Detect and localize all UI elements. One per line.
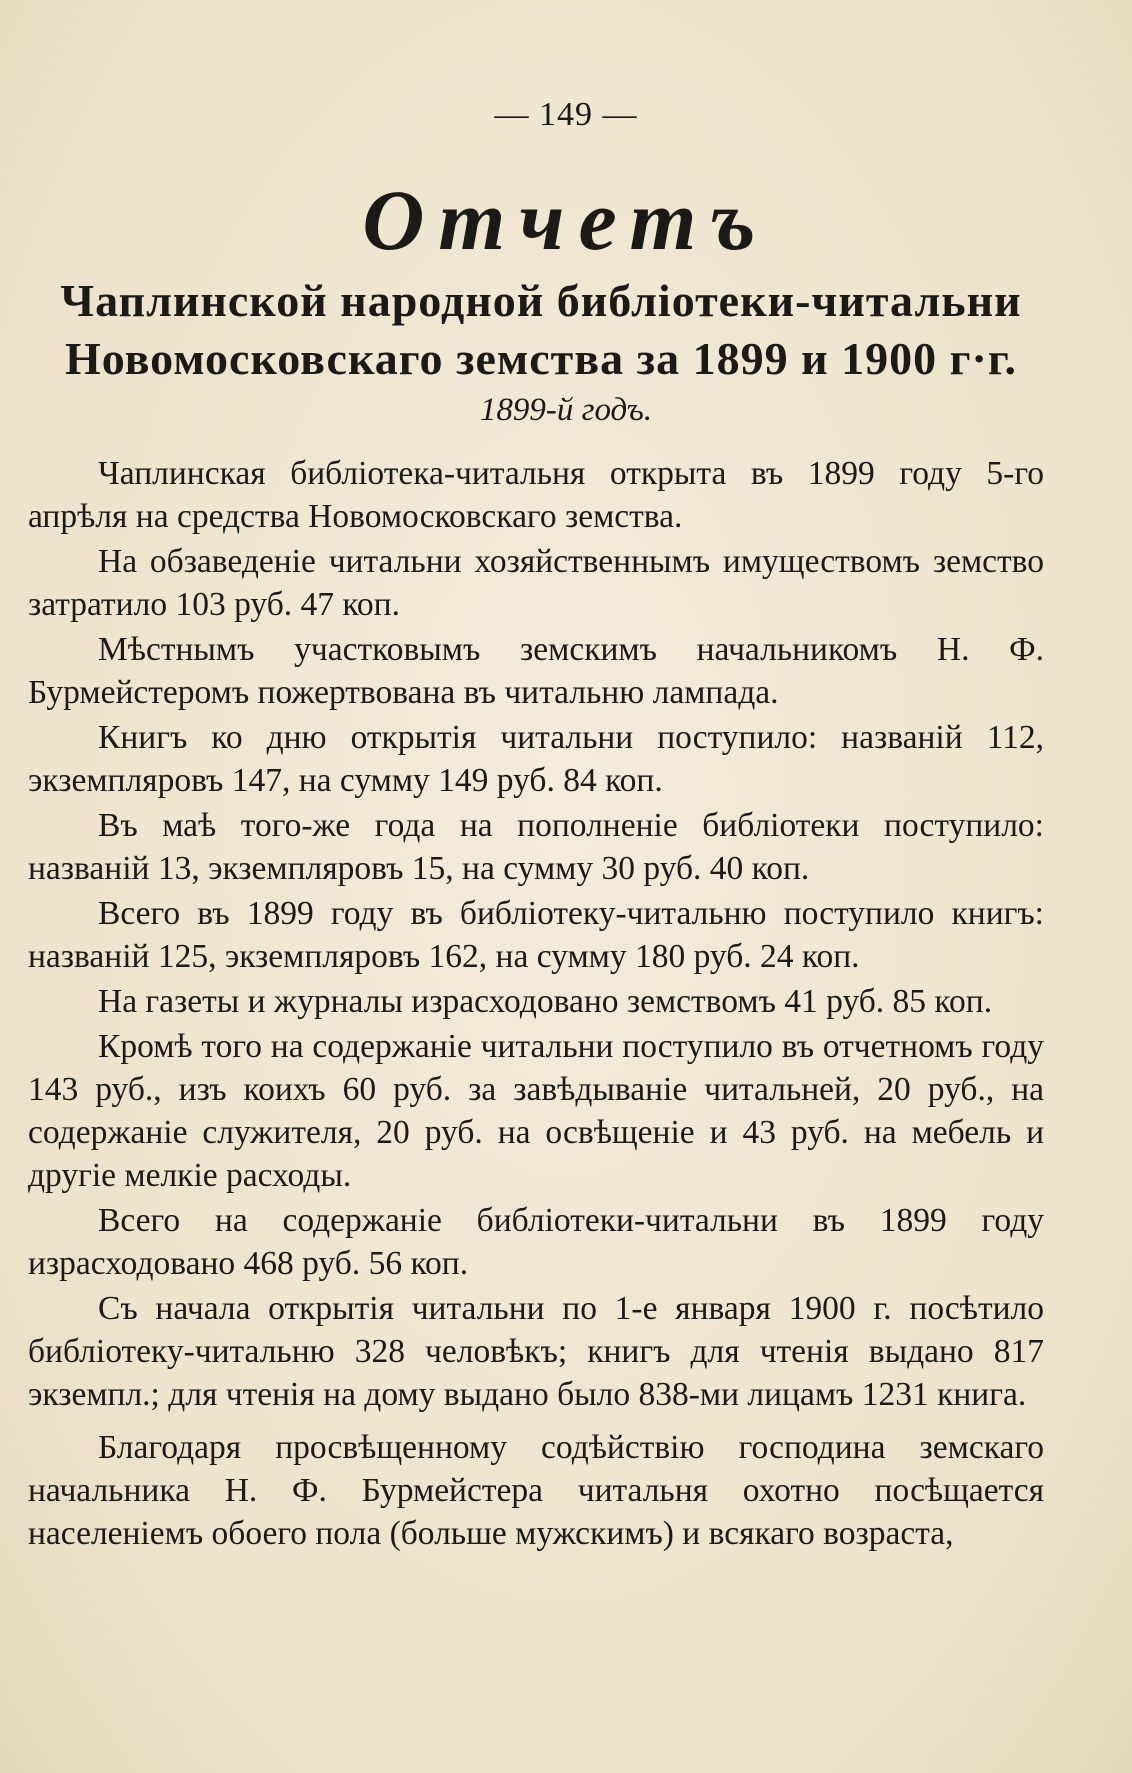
page-number: — 149 — (494, 96, 638, 133)
paragraph-maintenance: Кромѣ того на содержанiе читальни поступило въ отчетномъ году 143 руб., изъ коихъ 60 руб. за завѣдыванiе читальней, 20 руб., на содержанiе служителя, 20 руб. на освѣщенiе и 43 руб. на мебель и другiе мелкiе расходы. (28, 1028, 1044, 1194)
report-title: Отчетъ (362, 172, 770, 268)
paragraph-furnishing: На обзаведенiе читальни хозяйственнымъ имуществомъ земство затратило 103 руб. 47 коп. (28, 543, 1044, 623)
paragraph-total-expenses: Всего на содержанiе библiотеки-читальни въ 1899 году израсходовано 468 руб. 56 коп. (28, 1202, 1044, 1282)
paragraph-gratitude: Благодаря просвѣщенному содѣйствiю господина земскаго начальника Н. Ф. Бурмейстера читальня охотно посѣщается населенiемъ обоего пола (больше мужскимъ) и всякаго возраста, (28, 1429, 1044, 1552)
year-heading: 1899-й годъ. (479, 392, 653, 428)
paragraph-initial-books: Книгъ ко дню открытiя читальни поступило: названiй 112, экземпляровъ 147, на сумму 149 руб. 84 коп. (28, 719, 1044, 799)
report-subtitle: Чаплинской народной библiотеки-читальни Новомосковскаго земства за 1899 и 1900 г·г. (60, 275, 1022, 384)
paragraph-lamp-donation: Мѣстнымъ участковымъ земскимъ начальникомъ Н. Ф. Бурмейстеромъ пожертвована въ читальню лампада. (28, 631, 1044, 711)
paragraph-visitors: Съ начала открытiя читальни по 1-е января 1900 г. посѣтило библiотеку-читальню 328 человѣкъ; книгъ для чтенiя выдано 817 экземпл.; для чтенiя на дому выдано было 838-ми лицамъ 1231 книга. (28, 1290, 1044, 1413)
paragraph-opening: Чаплинская библiотека-читальня открыта въ 1899 году 5-го апрѣля на средства Новомосковскаго земства. (28, 455, 1044, 535)
paragraph-may-books: Въ маѣ того-же года на пополненiе библiотеки поступило: названiй 13, экземпляровъ 15, на сумму 30 руб. 40 коп. (28, 807, 1044, 887)
paragraph-newspapers: На газеты и журналы израсходовано земствомъ 41 руб. 85 коп. (98, 983, 993, 1020)
paragraph-total-books: Всего въ 1899 году въ библiотеку-читальню поступило книгъ: названiй 125, экземпляровъ 162, на сумму 180 руб. 24 коп. (28, 895, 1044, 975)
body-text (28, 452, 1044, 1557)
